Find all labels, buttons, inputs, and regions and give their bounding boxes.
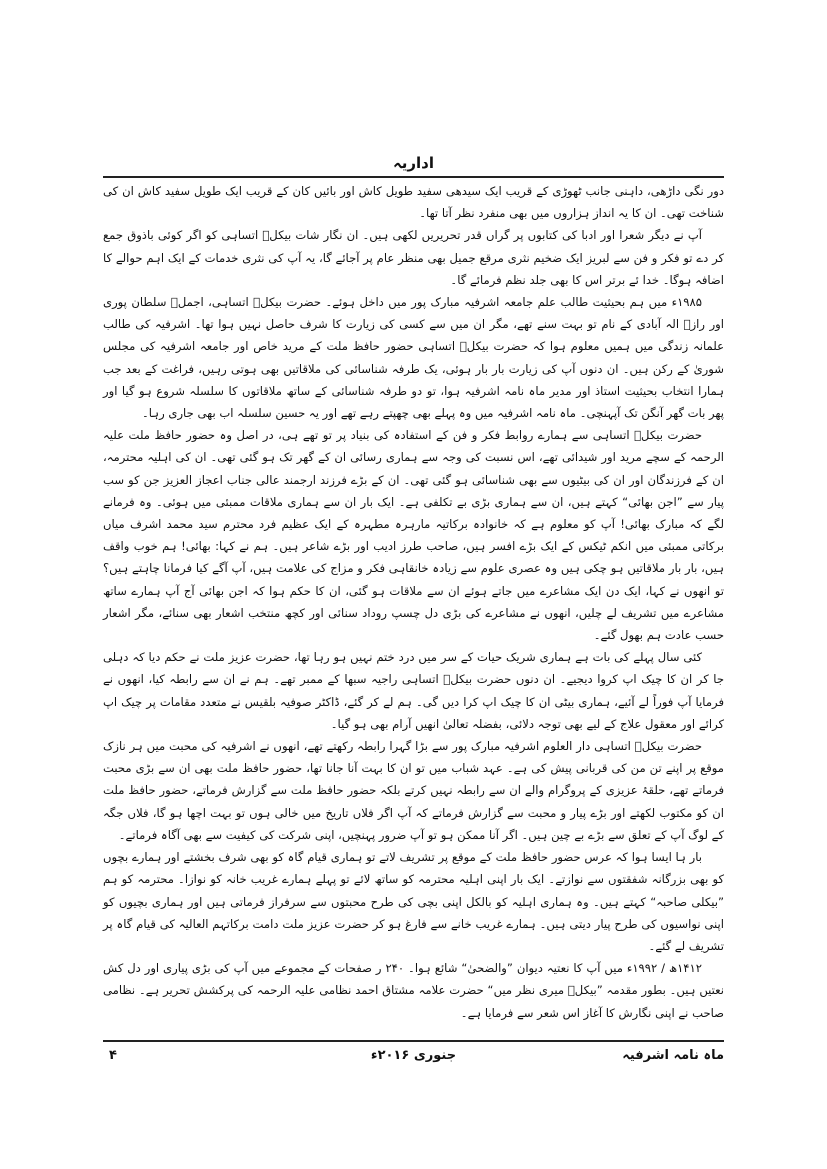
paragraph: حضرت بیکلؔ اتساہی دار العلوم اشرفیہ مبارک پور سے بڑا گہرا رابطہ رکھتے تھے، انھوں نے اشرفیہ کی محبت میں ہر نازک موقع پر اپنے تن من کی قربانی پیش کی ہے۔ عہد شباب میں تو ان کا بہت آنا جانا تھا، حضور حافظ ملت بھی ان سے بڑی محبت فرماتے تھے، حلقۂ عزیزی کے پروگرام والے ان سے رابطہ نہیں کرتے بلکہ حضور حافظ ملت سے گزارش فرماتے، حضور حافظ ملت ان کو مکتوب لکھتے اور بڑے پیار و محبت سے گزارش فرماتے کہ آپ اگر فلاں تاریخ میں خالی ہوں تو بہت اچھا ہو گا، فلاں جگہ کے لوگ آپ کے تعلق سے بڑے بے چین ہیں۔ اگر آنا ممکن ہو تو آپ ضرور پہنچیں، اپنی شرکت کی کیفیت سے بھی آگاہ فرماتے۔ <box>103 739 724 842</box>
paragraph: ۱۹۸۵ء میں ہم بحیثیت طالب علم جامعہ اشرفیہ مبارک پور میں داخل ہوئے۔ حضرت بیکلؔ اتساہی، اجملؔ سلطان پوری اور رازؔ الہ آبادی کے نام تو بہت سنے تھے، مگر ان میں سے کسی کی زیارت کا شرف حاصل نہیں ہوا تھا۔ اشرفیہ کی طالب علمانہ زندگی میں ہمیں معلوم ہوا کہ حضرت بیکلؔ اتساہی حضور حافظ ملت کے مرید خاص اور جامعہ اشرفیہ کی مجلس شوریٰ کے رکن ہیں۔ ان دنوں آپ کی زیارت بار بار ہوئی، یک طرفہ شناسائی کی ملاقاتیں بھی ہوتی رہیں، فراغت کے بعد جب ہمارا انتخاب بحیثیت استاذ اور مدیر ماہ نامہ اشرفیہ ہوا، تو دو طرفہ شناسائی کے ساتھ ملاقاتوں کا سلسلہ شروع ہو گیا اور پھر بات گھر آنگن تک آپہنچی۔ ماہ نامہ اشرفیہ میں وہ پہلے بھی چھپتے رہے تھے اور یہ حسین سلسلہ اب بھی جاری رہا۔ <box>103 295 724 421</box>
article-body <box>103 180 724 1024</box>
header-rule <box>103 176 724 178</box>
page-footer <box>103 1046 724 1070</box>
footer-magazine-name: ماہ نامہ اشرفیہ <box>622 1048 724 1063</box>
paragraph: ۱۴۱۲ھ / ۱۹۹۲ء میں آپ کا نعتیہ دیوان ”والضحیٰ“ شائع ہوا۔ ۲۴۰ ر صفحات کے مجموعے میں آپ کی بڑی پیاری اور دل کش نعتیں ہیں۔ بطور مقدمہ ”بیکلؔ میری نظر میں“ حضرت علامہ مشتاق احمد نظامی علیہ الرحمہ کی پرکشش تحریر ہے۔ نظامی صاحب نے اپنی نگارش کا آغاز اس شعر سے فرمایا ہے۔ <box>103 961 724 1020</box>
paragraph: حضرت بیکلؔ اتساہی سے ہمارے روابط فکر و فن کے استفادہ کی بنیاد پر تو تھے ہی، در اصل وہ حضور حافظ ملت علیہ الرحمہ کے سچے مرید اور شیدائی تھے، اس نسبت کی وجہ سے ہماری رسائی ان کے گھر تک ہو گئی تھی۔ ان کی اہلیہ محترمہ، ان کے فرزندگان اور ان کی بیٹیوں سے بھی شناسائی ہو گئی تھی۔ ان کے بڑے فرزند ارجمند عالی جناب اعجاز العزیز جن کو سب پیار سے ”اجن بھائی“ کہتے ہیں، ان سے ہماری بڑی بے تکلفی ہے۔ ایک بار ان سے ہماری ملاقات ممبئی میں ہوئی۔ وہ فرمانے لگے کہ مبارک بھائی! آپ کو معلوم ہے کہ خانوادہ برکاتیہ مارہرہ مطہرہ کے ایک عظیم فرد محترم سید محمد اشرف میاں برکاتی ممبئی میں انکم ٹیکس کے ایک بڑے افسر ہیں، صاحب طرز ادیب اور بڑے شاعر ہیں۔ ہم نے کہا: بھائی! ہم خوب واقف ہیں، بار بار ملاقاتیں ہو چکی ہیں وہ عصری علوم سے زیادہ خانقاہی فکر و مزاج کی علامت ہیں، آپ آگے کیا فرمانا چاہتے ہیں؟ تو انھوں نے کہا، ایک دن ایک مشاعرے میں جاتے ہوئے ان سے ملاقات ہو گئی، ان کا حکم ہوا کہ اجن بھائی آج آپ ہمارے ساتھ مشاعرے میں تشریف لے چلیں، انھوں نے مشاعرے کی بڑی دل چسپ روداد سنائی اور کچھ منتخب اشعار بھی سنائے، مگر اشعار حسب عادت ہم بھول گئے۔ <box>103 428 724 643</box>
footer-page-number: ۴ <box>109 1048 117 1063</box>
paragraph: کئی سال پہلے کی بات ہے ہماری شریک حیات کے سر میں درد ختم نہیں ہو رہا تھا، حضرت عزیز ملت نے حکم دیا کہ دہلی جا کر ان کا چیک اپ کروا دیجیے۔ ان دنوں حضرت بیکلؔ اتساہی راجیہ سبھا کے ممبر تھے۔ ہم نے ان سے رابطہ کیا، انھوں نے فرمایا آپ فوراً لے آئیے، ہماری بیٹی ان کا چیک اپ کرا دیں گی۔ ہم لے کر گئے، ڈاکٹر صوفیہ بلقیس نے متعدد مقامات پر چیک اپ کرائے اور معقول علاج کے لیے بھی توجہ دلائی، بفضلہ تعالیٰ انھیں آرام بھی ہو گیا۔ <box>103 650 724 731</box>
paragraph: دور نگی داڑھی، داہنی جانب ٹھوڑی کے قریب ایک سیدھی سفید طویل کاش اور بائیں کان کے قریب ایک طویل سفید کاش ان کی شناخت تھی۔ ان کا یہ انداز ہزاروں میں بھی منفرد نظر آتا تھا۔ <box>103 184 724 221</box>
footer-issue-date: جنوری ۲۰۱۶ء <box>370 1048 457 1063</box>
paragraph: آپ نے دیگر شعرا اور ادبا کی کتابوں پر گراں قدر تحریریں لکھی ہیں۔ ان نگار شات بیکلؔ اتساہی کو اگر کوئی باذوق جمع کر دے تو فکر و فن سے لبریز ایک ضخیم نثری مرقع جمیل بھی منظر عام پر آجائے گا، یہ آپ کی نثری خدمات کے ایک اہم حوالے کا اضافہ ہوگا۔ خدا ئے برتر اس کا بھی جلد نظم فرمائے گا۔ <box>103 228 724 287</box>
footer-rule <box>103 1040 724 1042</box>
paragraph: بار ہا ایسا ہوا کہ عرس حضور حافظ ملت کے موقع پر تشریف لاتے تو ہماری قیام گاہ کو بھی شرف بخشتے اور ہمارے بچوں کو بھی بزرگانہ شفقتوں سے نوازتے۔ ایک بار اپنی اہلیہ محترمہ کو ساتھ لائے تو پہلے ہمارے غریب خانہ کو نوازا۔ محترمہ کو ہم ”بیکلی صاحبہ“ کہتے ہیں۔ وہ ہماری اہلیہ کو بالکل اپنی بچی کی طرح محبتوں سے سرفراز فرماتی ہیں اور ہماری بچیوں کو اپنی نواسیوں کی طرح پیار دیتی ہیں۔ ہمارے غریب خانے سے فارغ ہو کر حضرت عزیز ملت دامت برکاتہم العالیہ کی قیام گاہ پر تشریف لے گئے۔ <box>103 850 724 953</box>
page-header-title: اداریہ <box>392 154 435 172</box>
